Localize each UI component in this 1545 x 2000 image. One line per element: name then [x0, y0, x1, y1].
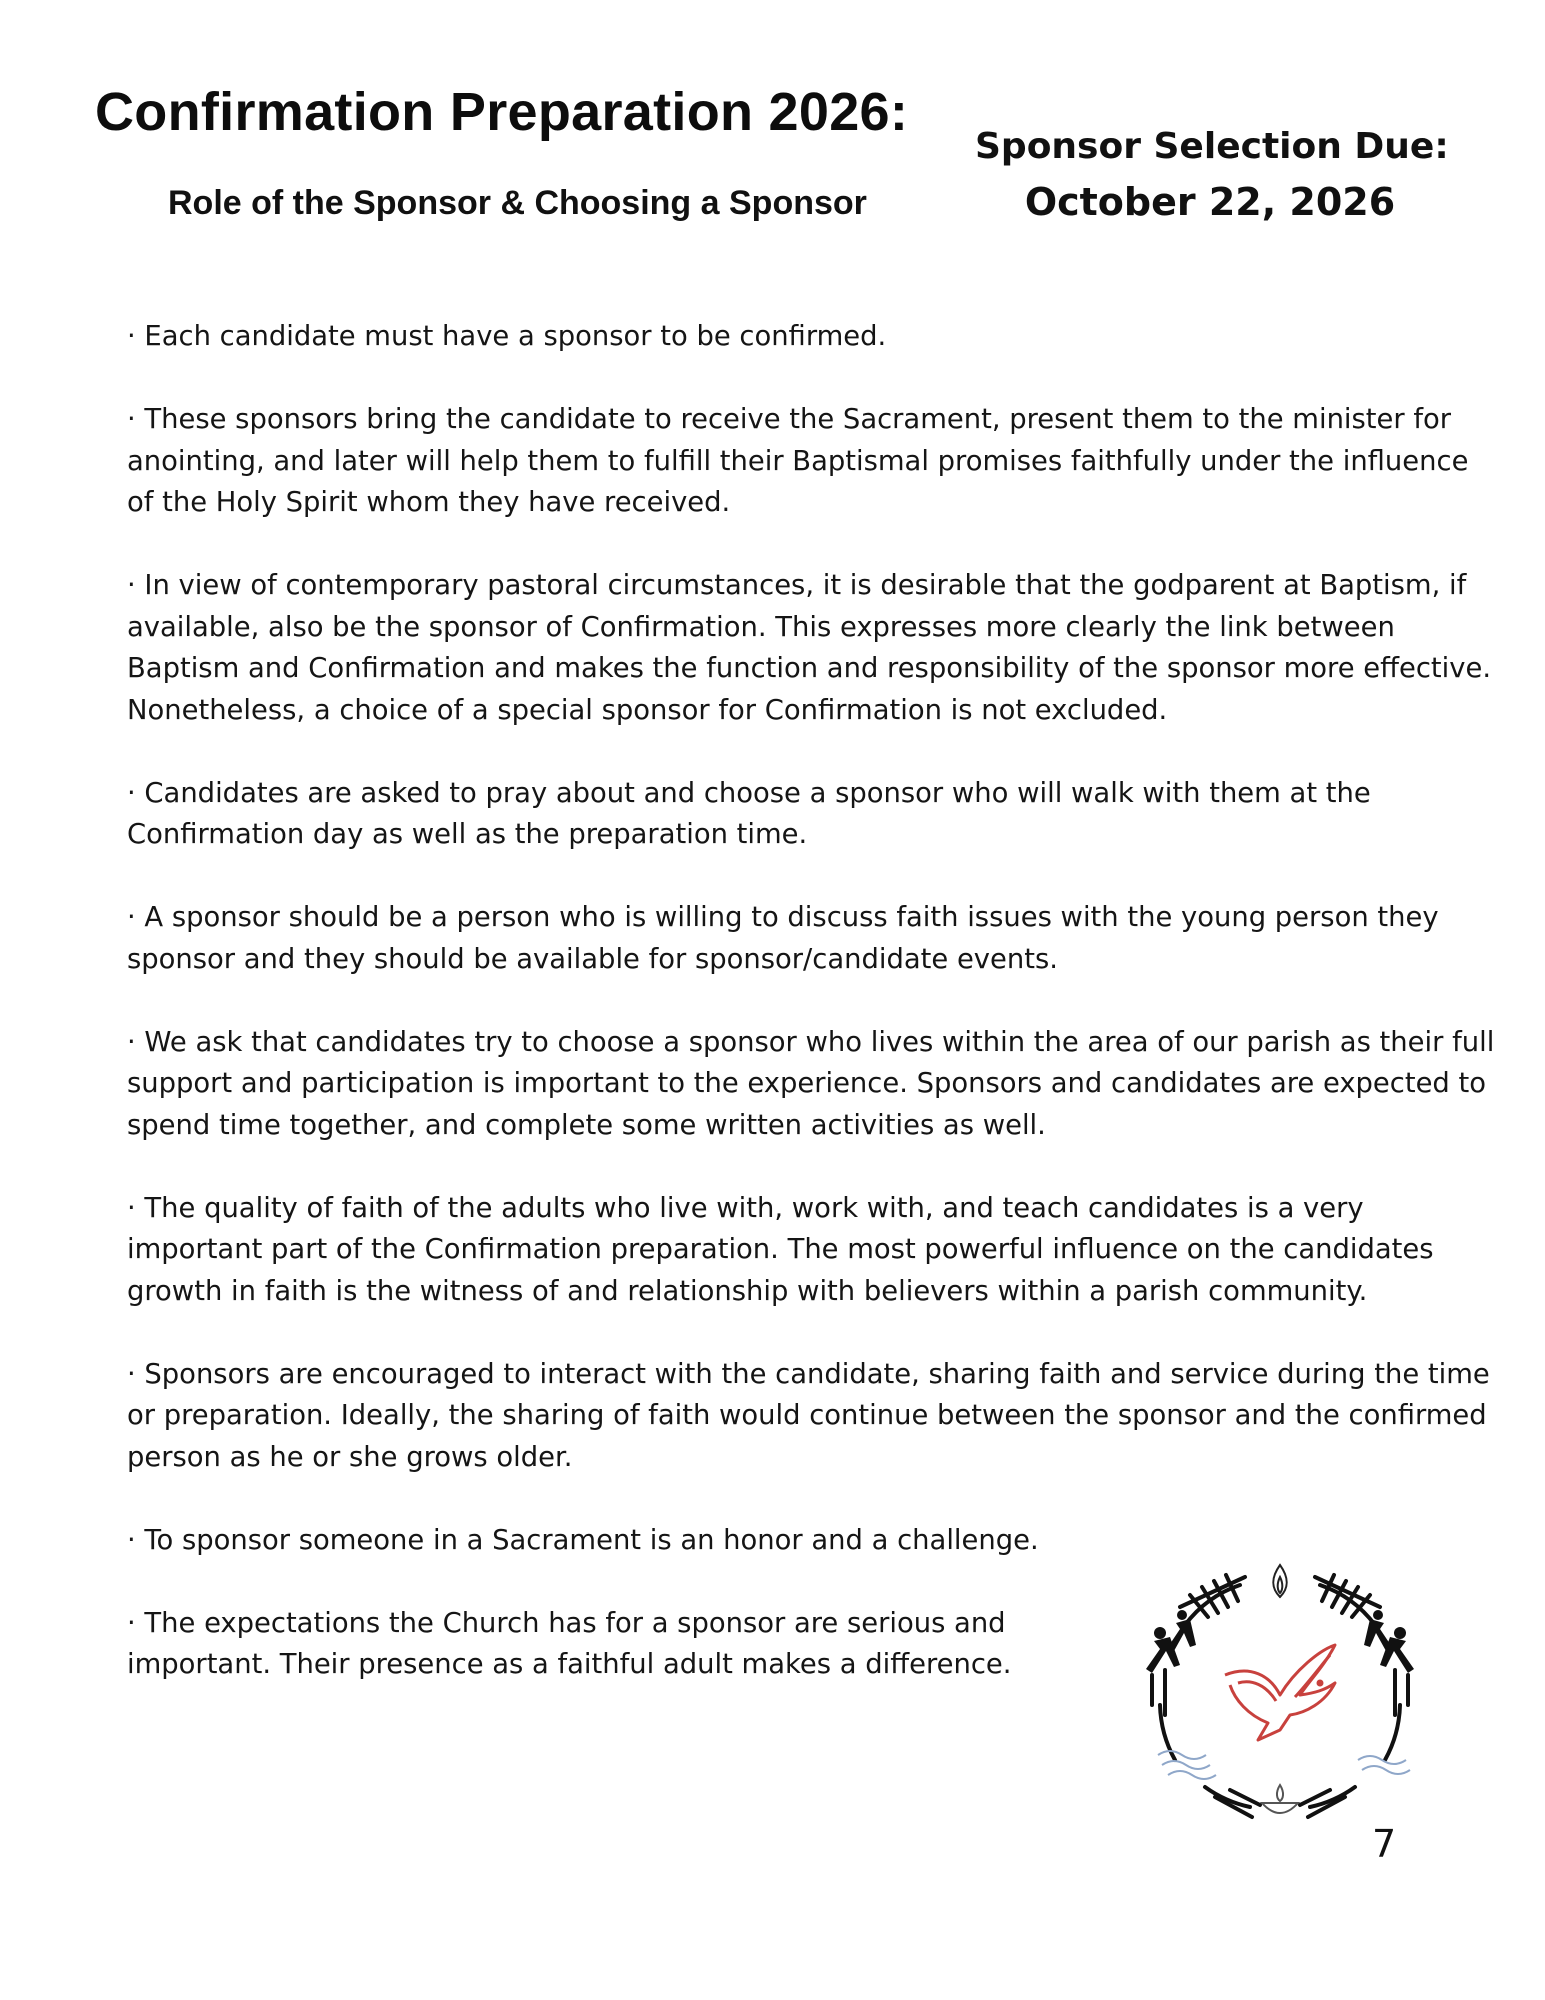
body-text — [127, 316, 1495, 1727]
paragraph: · Each candidate must have a sponsor to be confirmed. — [127, 321, 887, 352]
confirmation-dove-icon — [1130, 1555, 1430, 1825]
paragraph: · A sponsor should be a person who is willing to discuss faith issues with the young person they sponsor and they should be available for sponsor/candidate events. — [127, 902, 1439, 975]
due-label: Sponsor Selection Due: — [975, 126, 1449, 167]
page-subtitle: Role of the Sponsor & Choosing a Sponsor — [168, 184, 867, 222]
page-title: Confirmation Preparation 2026: — [95, 82, 909, 142]
paragraph: · Candidates are asked to pray about and choose a sponsor who will walk with them at the Confirmation day as well as the preparation time. — [127, 777, 1371, 850]
page-number: 7 — [1372, 1822, 1397, 1866]
oil-lamp-icon — [1262, 1785, 1298, 1813]
paragraph: · The quality of faith of the adults who live with, work with, and teach candidates is a very important part of the Confirmation preparation. The most powerful influence on the candidates growth in faith is the witness of and relationship with believers within a parish community. — [127, 1192, 1434, 1307]
dove-icon — [1225, 1645, 1335, 1740]
flame-icon — [1273, 1565, 1287, 1597]
paragraph: · We ask that candidates try to choose a sponsor who lives within the area of our parish as their full support and participation is important to the experience. Sponsors and candidates are expected to spend time together, and complete some written activities as well. — [127, 1026, 1495, 1141]
paragraph: · Sponsors are encouraged to interact with the candidate, sharing faith and service during the time or preparation. Ideally, the sharing of faith would continue between the sponsor and the confirmed person as he or she grows older. — [127, 1358, 1490, 1473]
people-figures — [1146, 1610, 1414, 1673]
due-date: October 22, 2026 — [1024, 180, 1396, 224]
paragraph: · To sponsor someone in a Sacrament is an honor and a challenge. — [127, 1524, 1039, 1556]
water-waves — [1158, 1751, 1410, 1779]
paragraph: · In view of contemporary pastoral circumstances, it is desirable that the godparent at Baptism, if available, also be the sponsor of Confirmation. This expresses more clearly the link between Baptism and Confirmation and makes the function and responsibility of the sponsor more effective. Nonetheless, a choice of a special sponsor for Confirmation is not excluded. — [127, 570, 1492, 726]
due-date-notice — [975, 120, 1449, 230]
circle-strokes — [1152, 1585, 1408, 1817]
paragraph: · These sponsors bring the candidate to receive the Sacrament, present them to the minister for anointing, and later will help them to fulfill their Baptismal promises faithfully under the influence of the Holy Spirit whom they have received. — [127, 404, 1469, 518]
paragraph: · The expectations the Church has for a sponsor are serious and important. Their presence as a faithful adult makes a difference. — [127, 1607, 1012, 1680]
